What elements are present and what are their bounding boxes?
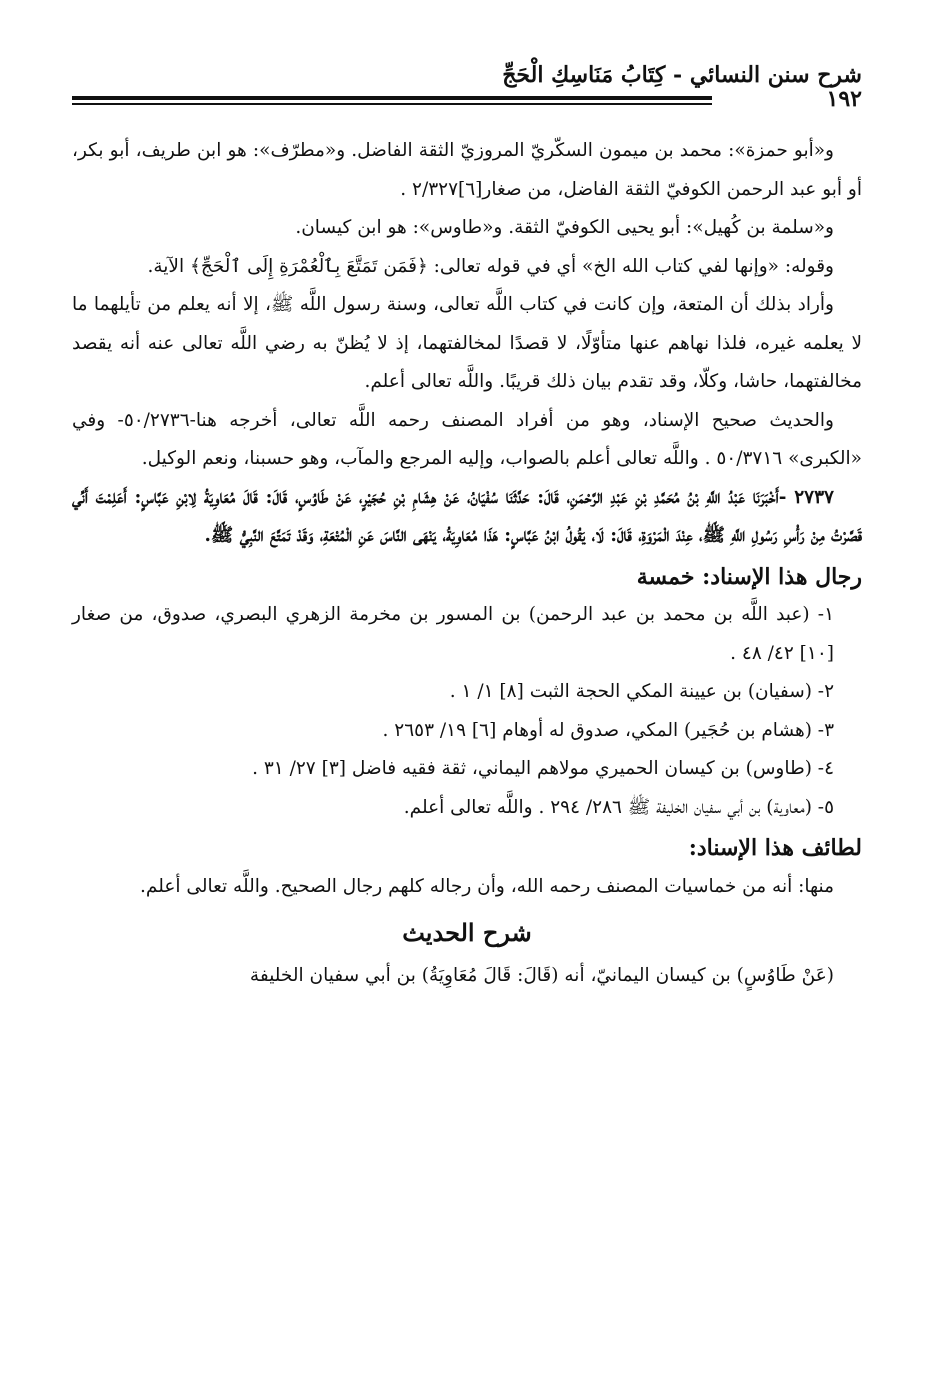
narrator-item: ٥- (معاوية) بن أبي سفيان الخليفة ﷺ ٢٨٦/ ٢٩٤ . واللَّه تعالى أعلم. [403,796,834,818]
paragraph-mutah: وأراد بذلك أن المتعة، وإن كانت في كتاب اللَّه تعالى، وسنة رسول اللَّه ﷺ، إلا أنه يعلم من تأيلهما ما لا يعلمه غيره، فلذا نهاهم عنها متأوّلًا، لا قصدًا لمخالفتهما، إذ لا يُظنّ به رضي اللَّه تعالى عنه أنه يقصد مخالفتهما، حاشا، وكلّا، وقد تقدم بيان ذلك قريبًا. واللَّه تعالى أعلم. [72,294,862,392]
paragraph-quote: وقوله: «وإنها لفي كتاب الله الخ» أي في قوله تعالى: ﴿فَمَن تَمَتَّعَ بِٱلْعُمْرَةِ إِلَى ٱلْحَجِّ﴾ الآية. [147,255,834,277]
narrators-heading: رجال هذا الإسناد: خمسة [636,563,862,590]
book-page [72,46,862,986]
page-body [72,132,862,995]
narrator-item: ٣- (هشام بن حُجَير) المكي، صدوق له أوهام [٦] ١٩/ ٢٦٥٣ . [382,719,834,741]
paragraph-abu-hamza: و«أبو حمزة»: محمد بن ميمون السكّريّ المروزيّ الثقة الفاضل. و«مطرّف»: هو ابن طريف، أبو بكر، أو أبو عبد الرحمن الكوفيّ الثقة الفاضل، من صغار[٦]٢/٣٢٧ . [72,140,862,200]
narrator-item: ٢- (سفيان) بن عيينة المكي الحجة الثبت [٨] ١/ ١ . [449,681,834,702]
header-rule-thick [72,96,712,100]
page-header [72,46,862,88]
header-rule-thin [72,103,712,105]
narrator-item: ١- (عبد اللَّه بن محمد بن عبد الرحمن) بن المسور بن مخرمة الزهري البصري، صدوق، من صغار [١٠] ٤٢/ ٤٨ . [72,604,834,664]
page-number: ١٩٢ [826,86,862,112]
commentary-heading: شرح الحديث [402,918,532,947]
hadith-text: ٢٧٣٧ -أَخْبَرَنَا عَبْدُ اللَّهِ بْنُ مُحَمَّدِ بْنِ عَبْدِ الرَّحْمَنِ، قَالَ: حَدَّثَنَا سُفْيَانُ، عَنْ هِشَامِ بْنِ حُجَيْرٍ، عَنْ طَاوُسٍ، قَالَ: قَالَ مُعَاوِيَةُ لِابْنِ عَبَّاسٍ: أَعَلِمْتَ أَنِّي قَصَّرْتُ مِنْ رَأْسِ رَسُولِ اللَّهِ ﷺ، عِنْدَ الْمَرْوَةِ، قَالَ: لَا، يَقُولُ ابْنُ عَبَّاسٍ: هَذَا مُعَاوِيَةُ، يَنْهَى النَّاسَ عَنِ الْمُتْعَةِ، وَقَدْ تَمَتَّعَ النَّبِيُّ ﷺ. [72,486,862,546]
paragraph-salama: و«سلمة بن كُهيل»: أبو يحيى الكوفيّ الثقة. و«طاوس»: هو ابن كيسان. [295,217,834,238]
commentary-text: (عَنْ طَاوُسٍ) بن كيسان اليمانيّ، أنه (قَالَ: قَالَ مُعَاوِيَةُ) بن أبي سفيان الخليفة [249,964,834,986]
subtleties-text: منها: أنه من خماسيات المصنف رحمه الله، وأن رجاله كلهم رجال الصحيح. واللَّه تعالى أعلم. [140,875,834,897]
paragraph-hadith-grade: والحديث صحيح الإسناد، وهو من أفراد المصنف رحمه اللَّه تعالى، أخرجه هنا-٥٠/٢٧٣٦- وفي «الكبرى» ٥٠/٣٧١٦ . واللَّه تعالى أعلم بالصواب، وإليه المرجع والمآب، وهو حسبنا، ونعم الوكيل. [72,409,862,469]
header-rule [72,96,712,105]
running-title: شرح سنن النسائي - كِتَابُ مَنَاسِكِ الْحَجِّ [502,62,862,88]
subtleties-heading: لطائف هذا الإسناد: [688,835,862,861]
narrator-item: ٤- (طاوس) بن كيسان الحميري مولاهم اليماني، ثقة فقيه فاضل [٣] ٢٧/ ٣١ . [252,758,834,779]
